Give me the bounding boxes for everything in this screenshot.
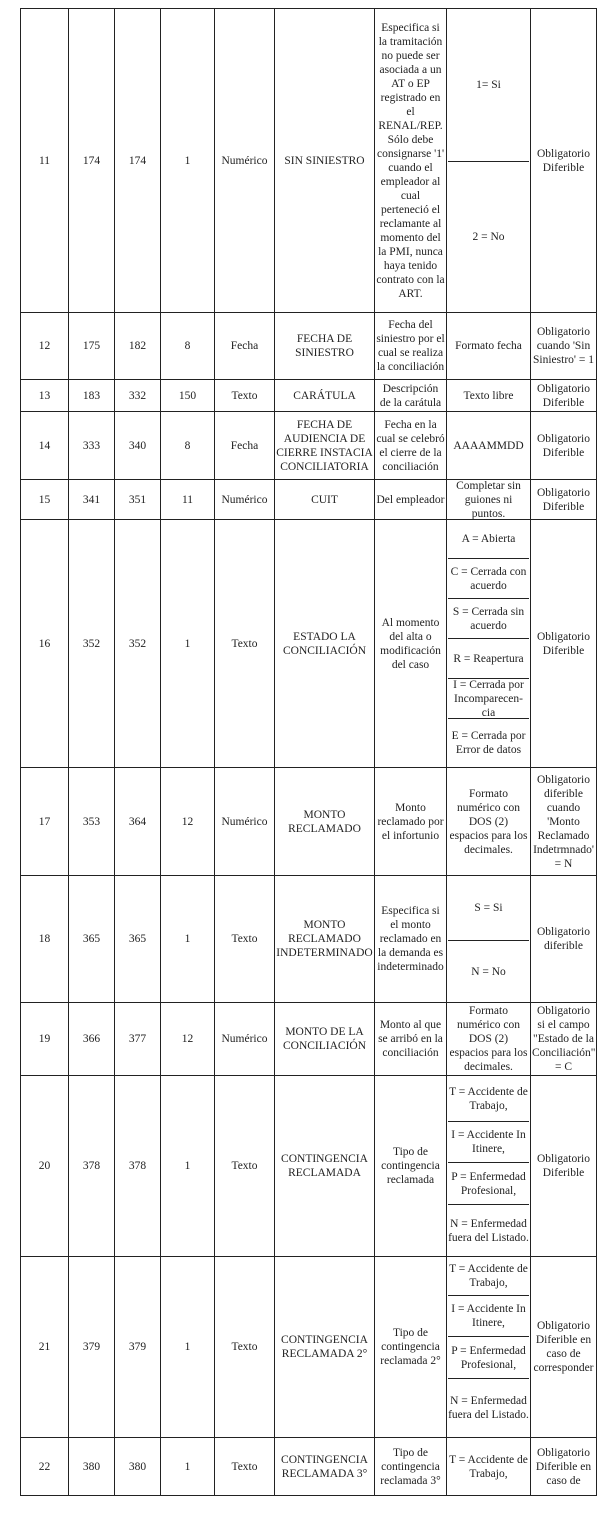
field-type: Texto bbox=[215, 1438, 275, 1496]
field-requirement: Obligatorio Diferible bbox=[531, 1076, 597, 1257]
table-row bbox=[21, 1257, 597, 1438]
value-option: N = No bbox=[448, 940, 529, 1002]
end-position: 378 bbox=[115, 1076, 161, 1257]
row-number: 22 bbox=[21, 1438, 69, 1496]
value-option: S = Si bbox=[474, 902, 503, 914]
field-length: 1 bbox=[161, 1257, 215, 1438]
start-position: 353 bbox=[69, 768, 115, 876]
field-name: SIN SINIESTRO bbox=[275, 9, 375, 313]
row-number: 11 bbox=[21, 9, 69, 313]
row-number: 21 bbox=[21, 1257, 69, 1438]
field-requirement: Obligatorio si el campo "Estado de la Conciliación" = C bbox=[531, 1003, 597, 1076]
field-description: Tipo de contingencia reclamada 3° bbox=[375, 1438, 447, 1496]
row-number: 15 bbox=[21, 480, 69, 520]
field-requirement: Obligatorio Diferible bbox=[531, 480, 597, 520]
field-name: MONTO RECLAMADO INDETERMINADO bbox=[275, 876, 375, 1003]
table-body bbox=[21, 9, 597, 1496]
table-row bbox=[21, 768, 597, 876]
value-option: T = Accidente de Trabajo, bbox=[449, 1085, 528, 1112]
field-name: CONTINGENCIA RECLAMADA 2° bbox=[275, 1257, 375, 1438]
value-option: I = Accidente In Itinere, bbox=[448, 1295, 529, 1336]
end-position: 352 bbox=[115, 520, 161, 768]
field-description: Monto al que se arribó en la conciliación bbox=[375, 1003, 447, 1076]
field-requirement: Obligatorio diferible bbox=[531, 876, 597, 1003]
value-option: Completar sin guiones ni puntos. bbox=[456, 480, 521, 519]
field-description: Al momento del alta o modificación del caso bbox=[375, 520, 447, 768]
field-length: 8 bbox=[161, 412, 215, 480]
value-option: Formato fecha bbox=[455, 340, 522, 352]
field-values bbox=[447, 1438, 531, 1496]
field-name: ESTADO LA CONCILIACIÓN bbox=[275, 520, 375, 768]
field-length: 11 bbox=[161, 480, 215, 520]
field-values bbox=[447, 1076, 531, 1257]
field-length: 1 bbox=[161, 1076, 215, 1257]
field-values bbox=[447, 1003, 531, 1076]
start-position: 366 bbox=[69, 1003, 115, 1076]
table-row bbox=[21, 520, 597, 768]
field-values bbox=[447, 768, 531, 876]
field-requirement: Obligatorio Diferible bbox=[531, 520, 597, 768]
end-position: 351 bbox=[115, 480, 161, 520]
field-requirement: Obligatorio cuando 'Sin Siniestro' = 1 bbox=[531, 313, 597, 380]
value-option: A = Abierta bbox=[461, 533, 516, 545]
value-option: C = Cerrada con acuerdo bbox=[448, 558, 529, 598]
field-description: Fecha del siniestro por el cual se realiza la conciliación bbox=[375, 313, 447, 380]
row-number: 13 bbox=[21, 380, 69, 412]
field-requirement: Obligatorio Diferible bbox=[531, 9, 597, 313]
field-type: Texto bbox=[215, 1257, 275, 1438]
end-position: 332 bbox=[115, 380, 161, 412]
value-option: N = Enfermedad fuera del Listado. bbox=[448, 1204, 529, 1256]
field-values bbox=[447, 313, 531, 380]
table-row bbox=[21, 1076, 597, 1257]
value-option: Formato numérico con DOS (2) espacios para los decimales. bbox=[449, 1005, 528, 1073]
field-description: Del empleador bbox=[375, 480, 447, 520]
field-values bbox=[447, 480, 531, 520]
value-option: Texto libre bbox=[463, 389, 514, 402]
field-length: 1 bbox=[161, 1438, 215, 1496]
start-position: 379 bbox=[69, 1257, 115, 1438]
value-option: T = Accidente de Trabajo, bbox=[449, 1453, 528, 1480]
table-row bbox=[21, 1003, 597, 1076]
field-length: 150 bbox=[161, 380, 215, 412]
field-length: 1 bbox=[161, 9, 215, 313]
field-length: 1 bbox=[161, 876, 215, 1003]
end-position: 379 bbox=[115, 1257, 161, 1438]
end-position: 380 bbox=[115, 1438, 161, 1496]
field-values bbox=[447, 380, 531, 412]
field-description: Fecha en la cual se celebró el cierre de la conciliación bbox=[375, 412, 447, 480]
value-option: 1= Si bbox=[476, 79, 501, 91]
value-option: I = Cerrada por Incomparecen-cia bbox=[448, 678, 529, 718]
start-position: 365 bbox=[69, 876, 115, 1003]
start-position: 174 bbox=[69, 9, 115, 313]
field-type: Numérico bbox=[215, 9, 275, 313]
field-name: CARÁTULA bbox=[275, 380, 375, 412]
field-length: 12 bbox=[161, 768, 215, 876]
field-name: CONTINGENCIA RECLAMADA 3° bbox=[275, 1438, 375, 1496]
field-requirement: Obligatorio Diferible en caso de corresponder bbox=[531, 1257, 597, 1438]
value-option: T = Accidente de Trabajo, bbox=[449, 1263, 528, 1289]
table-row bbox=[21, 412, 597, 480]
start-position: 175 bbox=[69, 313, 115, 380]
field-description: Especifica si el monto reclamado en la demanda es indeterminado bbox=[375, 876, 447, 1003]
field-description: Especifica si la tramitación no puede ser asociada a un AT o EP registrado en el RENAL/REP. Sólo debe consignarse '1' cuando el empleador al cual perteneció el reclamante al momento del la PMI, nunca haya tenido contrato con la ART. bbox=[375, 9, 447, 313]
end-position: 174 bbox=[115, 9, 161, 313]
value-option: E = Cerrada por Error de datos bbox=[448, 718, 529, 767]
field-type: Texto bbox=[215, 1076, 275, 1257]
value-option: AAAAMMDD bbox=[453, 439, 524, 452]
value-option: N = Enfermedad fuera del Listado. bbox=[448, 1378, 529, 1437]
field-name: FECHA DE AUDIENCIA DE CIERRE INSTACIA CONCILIATORIA bbox=[275, 412, 375, 480]
field-type: Numérico bbox=[215, 1003, 275, 1076]
table-row bbox=[21, 380, 597, 412]
field-values bbox=[447, 876, 531, 1003]
table-row bbox=[21, 1438, 597, 1496]
field-type: Fecha bbox=[215, 313, 275, 380]
field-values bbox=[447, 9, 531, 313]
start-position: 341 bbox=[69, 480, 115, 520]
field-name: MONTO RECLAMADO bbox=[275, 768, 375, 876]
table-row bbox=[21, 9, 597, 313]
start-position: 333 bbox=[69, 412, 115, 480]
field-type: Texto bbox=[215, 520, 275, 768]
value-option: P = Enfermedad Profesional, bbox=[448, 1336, 529, 1378]
field-description: Monto reclamado por el infortunio bbox=[375, 768, 447, 876]
field-type: Texto bbox=[215, 380, 275, 412]
row-number: 18 bbox=[21, 876, 69, 1003]
value-option: Formato numérico con DOS (2) espacios para los decimales. bbox=[449, 787, 528, 856]
end-position: 182 bbox=[115, 313, 161, 380]
field-type: Fecha bbox=[215, 412, 275, 480]
field-name: CUIT bbox=[275, 480, 375, 520]
start-position: 380 bbox=[69, 1438, 115, 1496]
field-description: Descripción de la carátula bbox=[375, 380, 447, 412]
field-requirement: Obligatorio diferible cuando 'Monto Reclamado Indetrmnado' = N bbox=[531, 768, 597, 876]
row-number: 20 bbox=[21, 1076, 69, 1257]
field-spec-table bbox=[20, 8, 597, 1496]
field-type: Numérico bbox=[215, 480, 275, 520]
end-position: 365 bbox=[115, 876, 161, 1003]
field-requirement: Obligatorio Diferible bbox=[531, 380, 597, 412]
field-description: Tipo de contingencia reclamada bbox=[375, 1076, 447, 1257]
field-name: CONTINGENCIA RECLAMADA bbox=[275, 1076, 375, 1257]
end-position: 364 bbox=[115, 768, 161, 876]
field-length: 1 bbox=[161, 520, 215, 768]
end-position: 340 bbox=[115, 412, 161, 480]
field-requirement: Obligatorio Diferible en caso de bbox=[531, 1438, 597, 1496]
end-position: 377 bbox=[115, 1003, 161, 1076]
row-number: 16 bbox=[21, 520, 69, 768]
field-type: Texto bbox=[215, 876, 275, 1003]
row-number: 17 bbox=[21, 768, 69, 876]
row-number: 14 bbox=[21, 412, 69, 480]
table-row bbox=[21, 876, 597, 1003]
value-option: I = Accidente In Itinere, bbox=[448, 1121, 529, 1162]
field-name: MONTO DE LA CONCILIACIÓN bbox=[275, 1003, 375, 1076]
field-values bbox=[447, 1257, 531, 1438]
table-row bbox=[21, 480, 597, 520]
value-option: R = Reapertura bbox=[448, 638, 529, 678]
field-values bbox=[447, 520, 531, 768]
field-length: 8 bbox=[161, 313, 215, 380]
start-position: 352 bbox=[69, 520, 115, 768]
row-number: 12 bbox=[21, 313, 69, 380]
field-requirement: Obligatorio Diferible bbox=[531, 412, 597, 480]
value-option: 2 = No bbox=[448, 161, 529, 312]
field-description: Tipo de contingencia reclamada 2° bbox=[375, 1257, 447, 1438]
field-name: FECHA DE SINIESTRO bbox=[275, 313, 375, 380]
field-length: 12 bbox=[161, 1003, 215, 1076]
row-number: 19 bbox=[21, 1003, 69, 1076]
field-type: Numérico bbox=[215, 768, 275, 876]
value-option: S = Cerrada sin acuerdo bbox=[448, 598, 529, 638]
start-position: 183 bbox=[69, 380, 115, 412]
start-position: 378 bbox=[69, 1076, 115, 1257]
value-option: P = Enfermedad Profesional, bbox=[448, 1162, 529, 1204]
table-row bbox=[21, 313, 597, 380]
field-values bbox=[447, 412, 531, 480]
